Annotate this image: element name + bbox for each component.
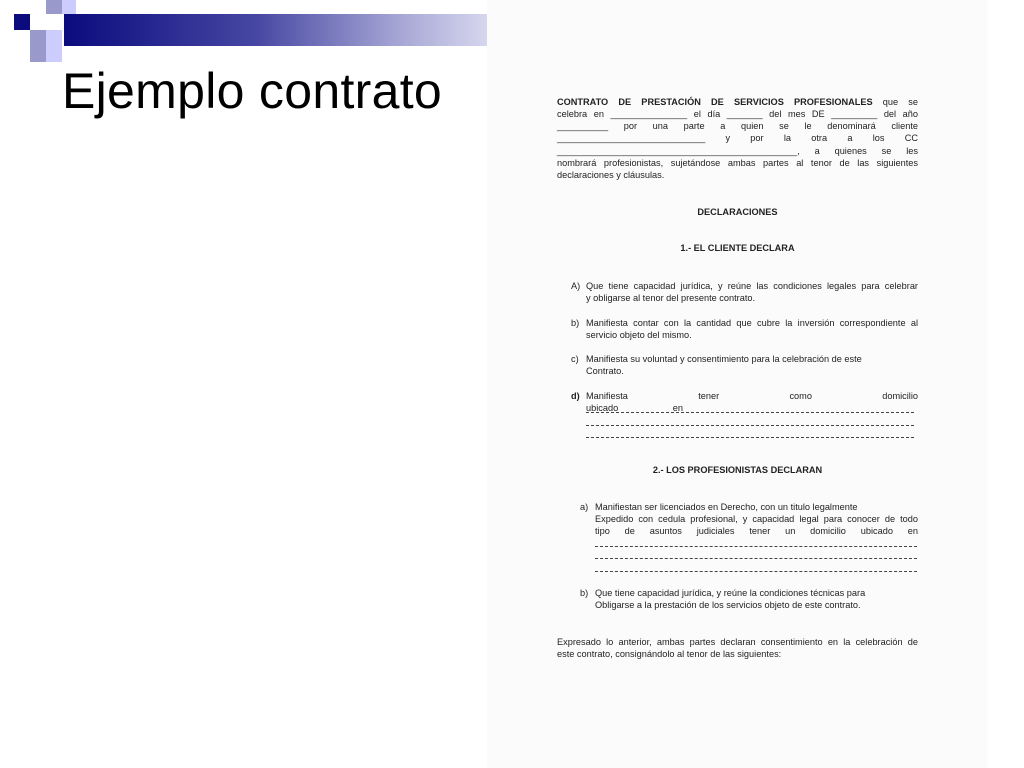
cliente-item-b-line-1: Manifiesta contar con la cantidad que cubre la inversión correspondiente al [586, 318, 918, 328]
blank-line [595, 571, 917, 572]
deco-square [30, 46, 46, 62]
cliente-item-c-line-2: Contrato. [586, 366, 624, 376]
page-margin [987, 0, 1024, 768]
cliente-item-c-line-1: Manifiesta su voluntad y consentimiento para la celebración de este [586, 354, 862, 364]
item-marker: b) [571, 318, 580, 328]
heading-cliente: 1.- EL CLIENTE DECLARA [680, 243, 795, 253]
item-marker: c) [571, 354, 579, 364]
prof-item-a-line-3: tipo de asuntos judiciales tener un domicilio ubicado en [595, 526, 918, 536]
intro-line-6: nombrará profesionistas, sujetándose ambas partes al tenor de las siguientes [557, 158, 918, 168]
intro-line-7: declaraciones y cláusulas. [557, 170, 665, 180]
intro-line-3: __________ por una parte a quien se le denominará cliente [557, 121, 918, 131]
intro-line-5: _______________________________________________, a quienes se les [557, 146, 918, 156]
slide-title: Ejemplo contrato [62, 63, 442, 119]
blank-line [586, 437, 914, 438]
blank-line [595, 558, 917, 559]
cliente-item-a-line-1: Que tiene capacidad jurídica, y reúne las condiciones legales para celebrar [586, 281, 918, 291]
intro-line-1: CONTRATO DE PRESTACIÓN DE SERVICIOS PROFESIONALES que se [557, 97, 918, 107]
closing-line-2: este contrato, consignándolo al tenor de las siguientes: [557, 649, 782, 659]
deco-square [30, 30, 46, 46]
deco-square [46, 0, 62, 14]
item-marker: a) [580, 502, 589, 512]
item-marker: b) [580, 588, 589, 598]
heading-profesionistas: 2.- LOS PROFESIONISTAS DECLARAN [652, 465, 823, 475]
cliente-item-b-line-2: servicio objeto del mismo. [586, 330, 692, 340]
intro-line-4: _____________________________ y por la otra a los CC [557, 133, 918, 143]
deco-square [46, 30, 62, 46]
prof-item-a-line-1: Manifiestan ser licenciados en Derecho, con un titulo legalmente [595, 502, 858, 512]
deco-square [14, 14, 30, 30]
prof-item-b-line-2: Obligarse a la prestación de los servicios objeto de este contrato. [595, 600, 861, 610]
deco-square [62, 0, 76, 14]
blank-line [595, 546, 917, 547]
deco-square [46, 46, 62, 62]
blank-line [586, 425, 914, 426]
cliente-item-a-line-2: y obligarse al tenor del presente contrato. [586, 293, 756, 303]
closing-line-1: Expresado lo anterior, ambas partes declaran consentimiento en la celebración de [557, 637, 918, 647]
intro-line-2: celebra en _______________ el día _______ del mes DE _________ del año [557, 109, 918, 119]
header-gradient-bar [64, 14, 487, 46]
blank-line [586, 412, 914, 413]
prof-item-b-line-1: Que tiene capacidad jurídica, y reúne la condiciones técnicas para [595, 588, 866, 598]
heading-declaraciones: DECLARACIONES [697, 207, 778, 217]
item-marker: A) [571, 281, 581, 291]
cliente-item-d-line-1: Manifiesta tener como domicilio ubicado en [586, 391, 918, 414]
prof-item-a-line-2: Expedido con cedula profesional, y capacidad legal para conocer de todo [595, 514, 918, 524]
item-marker: d) [571, 391, 580, 401]
